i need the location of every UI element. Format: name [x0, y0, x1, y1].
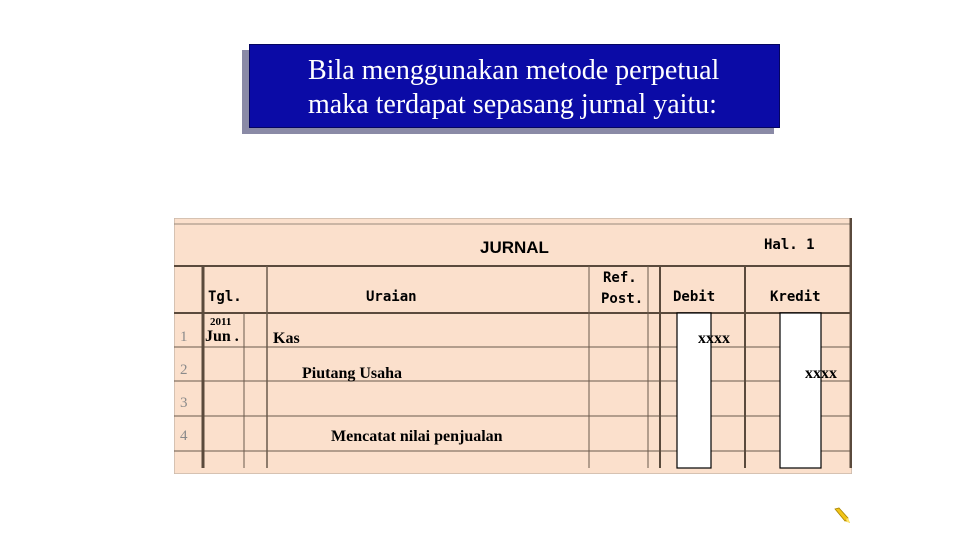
journal-form — [174, 218, 852, 474]
banner-line-2: maka terdapat sepasang jurnal yaitu: — [308, 89, 717, 120]
row-date: Jun . — [205, 328, 239, 345]
banner-line-1: Bila menggunakan metode perpetual — [308, 55, 720, 86]
pencil-icon[interactable] — [832, 506, 852, 526]
journal-title: JURNAL — [480, 238, 549, 257]
row-number: 4 — [180, 428, 188, 444]
row-year: 2011 — [210, 316, 232, 328]
page-number: Hal. 1 — [764, 237, 815, 253]
header-ref-line2: Post. — [601, 291, 644, 307]
header-ref-line1: Ref. — [603, 270, 637, 286]
title-banner — [249, 44, 780, 128]
row-description: Piutang Usaha — [302, 365, 403, 382]
header-description: Uraian — [366, 289, 417, 305]
row-number: 2 — [180, 362, 188, 378]
row-description: Kas — [273, 330, 300, 347]
row-credit: xxxx — [805, 365, 837, 382]
header-credit: Kredit — [770, 289, 821, 305]
row-debit: xxxx — [698, 330, 730, 347]
header-date: Tgl. — [208, 289, 242, 305]
header-debit: Debit — [673, 289, 716, 305]
row-number: 3 — [180, 395, 188, 411]
row-description: Mencatat nilai penjualan — [331, 428, 503, 445]
row-number: 1 — [180, 329, 188, 345]
